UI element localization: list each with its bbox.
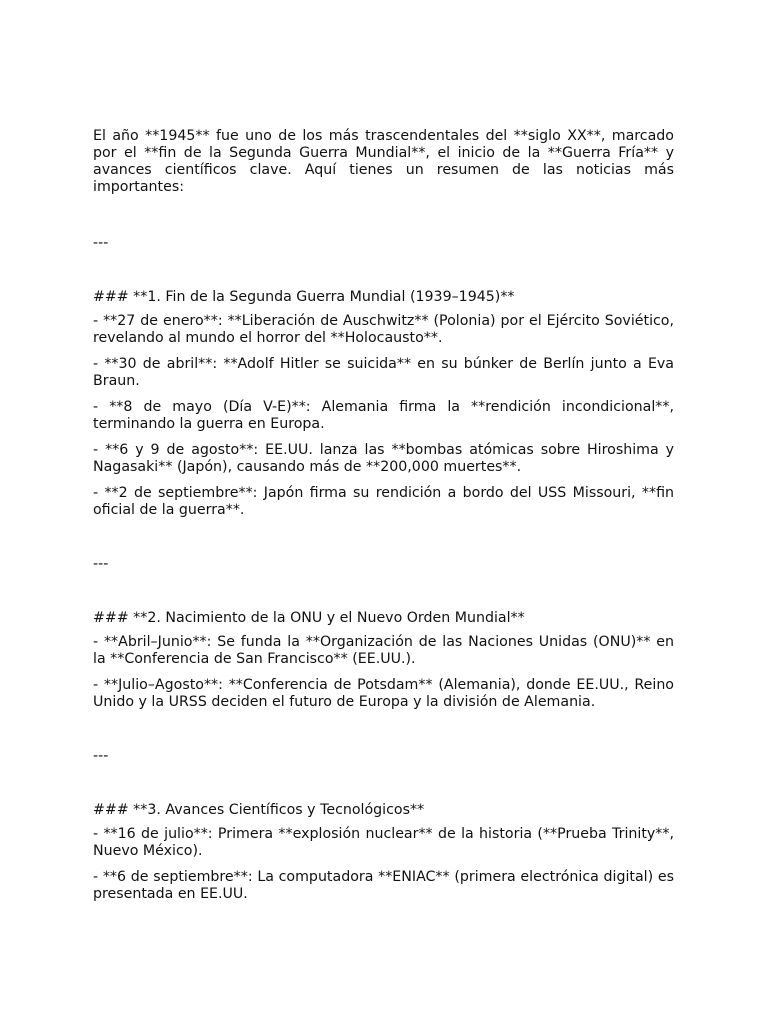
list-item: - **Julio–Agosto**: **Conferencia de Potsdam** (Alemania), donde EE.UU., Reino Unido y la URSS deciden el futuro de Europa y la división de Alemania. <box>93 677 674 710</box>
list-item: - **8 de mayo (Día V-E)**: Alemania firma la **rendición incondicional**, terminando la guerra en Europa. <box>93 399 674 432</box>
section-heading-1: ### **1. Fin de la Segunda Guerra Mundial (1939–1945)** <box>93 289 515 305</box>
separator: --- <box>93 235 109 251</box>
list-item: - **Abril–Junio**: Se funda la **Organización de las Naciones Unidas (ONU)** en la **Conferencia de San Francisco** (EE.UU.). <box>93 634 674 667</box>
separator: --- <box>93 748 109 764</box>
document-page <box>93 128 674 912</box>
list-item: - **27 de enero**: **Liberación de Auschwitz** (Polonia) por el Ejército Soviético, revelando al mundo el horror del **Holocausto**. <box>93 313 674 346</box>
list-item: - **6 y 9 de agosto**: EE.UU. lanza las **bombas atómicas sobre Hiroshima y Nagasaki** (Japón), causando más de **200,000 muertes**. <box>93 442 674 475</box>
list-item: - **6 de septiembre**: La computadora **ENIAC** (primera electrónica digital) es presentada en EE.UU. <box>93 869 674 902</box>
list-item: - **16 de julio**: Primera **explosión nuclear** de la historia (**Prueba Trinity**, Nuevo México). <box>93 826 674 859</box>
section-heading-3: ### **3. Avances Científicos y Tecnológicos** <box>93 802 425 818</box>
separator: --- <box>93 556 109 572</box>
section-heading-2: ### **2. Nacimiento de la ONU y el Nuevo Orden Mundial** <box>93 610 525 626</box>
list-item: - **30 de abril**: **Adolf Hitler se suicida** en su búnker de Berlín junto a Eva Braun. <box>93 356 674 389</box>
list-item: - **2 de septiembre**: Japón firma su rendición a bordo del USS Missouri, **fin oficial de la guerra**. <box>93 485 674 518</box>
intro-paragraph: El año **1945** fue uno de los más trascendentales del **siglo XX**, marcado por el **fin de la Segunda Guerra Mundial**, el inicio de la **Guerra Fría** y avances científicos clave. Aquí tienes un resumen de las noticias más importantes: <box>93 128 674 195</box>
